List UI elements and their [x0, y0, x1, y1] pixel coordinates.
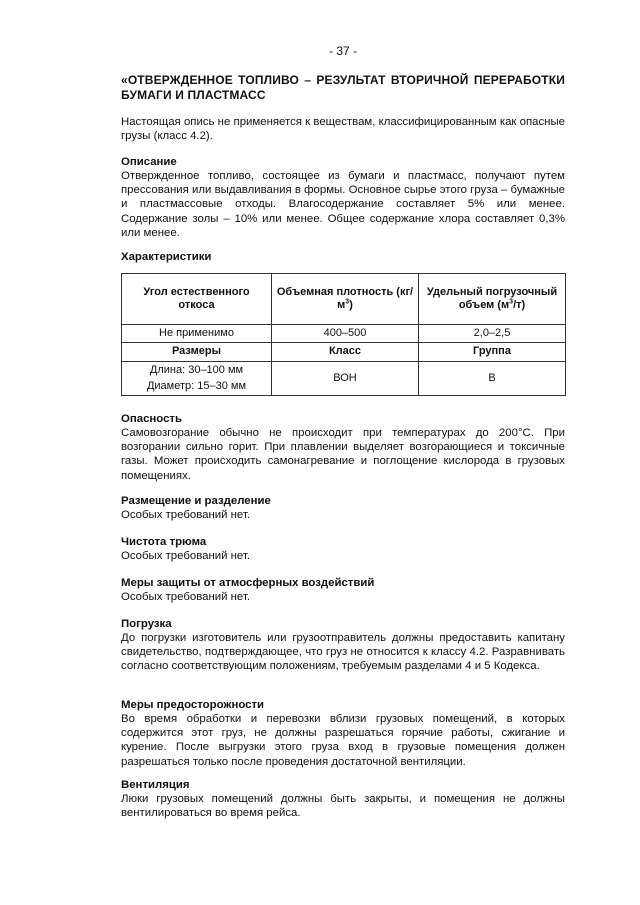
angle-value: Не применимо [122, 325, 272, 343]
table-row [122, 362, 566, 396]
stowage-text: Особых требований нет. [121, 509, 251, 521]
class-header: Класс [272, 343, 419, 362]
table-row [122, 343, 566, 362]
group-value: B [419, 362, 566, 396]
intro-paragraph: Настоящая опись не применяется к веществам, классифицированным как опасные грузы (класс 4.2). [121, 116, 565, 143]
loading-heading: Погрузка [121, 618, 172, 630]
characteristics-section [121, 250, 565, 264]
hazard-text: Самовозгорание обычно не происходит при температурах до 200°C. При возгорании сильно горит. При плавлении выделяет возгорающиеся и токсичные газы. Может происходить самонагревание и поглощение кислорода в грузовых помещениях. [121, 427, 565, 482]
description-heading: Описание [121, 156, 177, 168]
document-title: «ОТВЕРЖДЕННОЕ ТОПЛИВО – РЕЗУЛЬТАТ ВТОРИЧНОЙ ПЕРЕРАБОТКИ БУМАГИ И ПЛАСТМАСС [121, 73, 565, 102]
ventilation-heading: Вентиляция [121, 779, 190, 791]
precautions-text: Во время обработки и перевозки вблизи грузовых помещений, в которых содержится этот груз, не должны разрешаться горячие работы, сжигание и курение. После выгрузки этого груза вход в грузовые помещения должен разрешаться только после проведения достаточной вентиляции. [121, 713, 565, 768]
angle-header: Угол естественного откоса [122, 274, 272, 325]
weather-heading: Меры защиты от атмосферных воздействий [121, 577, 375, 589]
stowage-section [121, 494, 565, 522]
weather-section [121, 576, 565, 604]
hold-cleanliness-text: Особых требований нет. [121, 550, 251, 562]
hold-cleanliness-heading: Чистота трюма [121, 536, 207, 548]
size-diameter: Диаметр: 15–30 мм [146, 380, 247, 392]
page-number: - 37 - [328, 44, 357, 58]
ventilation-text: Люки грузовых помещений должны быть закрыты, и помещения не должны вентилироваться во время рейса. [121, 793, 565, 820]
class-value: ВОН [272, 362, 419, 396]
density-header: Объемная плотность $(кг/м^3)$ [272, 274, 419, 325]
stowage-heading: Размещение и разделение [121, 495, 271, 507]
size-header: Размеры [122, 343, 272, 362]
precautions-heading: Меры предосторожности [121, 699, 265, 711]
characteristics-heading: Характеристики [121, 251, 212, 263]
ventilation-section [121, 778, 565, 820]
stowage-factor-header: Удельный погрузочный объем $(м^3/т)$ [419, 274, 566, 325]
group-header: Группа [419, 343, 566, 362]
description-section [121, 155, 565, 240]
size-value [122, 362, 272, 396]
hold-cleanliness-section [121, 535, 565, 563]
stowage-factor-value: 2,0–2,5 [419, 325, 566, 343]
table-row [122, 274, 566, 325]
loading-section [121, 617, 565, 674]
density-value: 400–500 [272, 325, 419, 343]
loading-text: До погрузки изготовитель или грузоотправитель должны предоставить капитану свидетельство, подтверждающее, что груз не относится к классу 4.2. Разравнивать согласно соответствующим положениям, требуемым разделами 4 и 5 Кодекса. [121, 632, 565, 673]
table-row [122, 325, 566, 343]
hazard-heading: Опасность [121, 413, 183, 425]
characteristics-table [121, 273, 566, 396]
weather-text: Особых требований нет. [121, 591, 251, 603]
description-text: Отвержденное топливо, состоящее из бумаги и пластмасс, получают путем прессования или выдавливания в формы. Основное сырье этого груза – бумажные и пластмассовые отходы. Влагосодержание составляет 5% или менее. Содержание золы – 10% или менее. Общее содержание хлора составляет 0,3% или менее. [121, 170, 565, 239]
precautions-section [121, 698, 565, 769]
size-length: Длина: 30–100 мм [149, 363, 244, 376]
hazard-section [121, 412, 565, 483]
